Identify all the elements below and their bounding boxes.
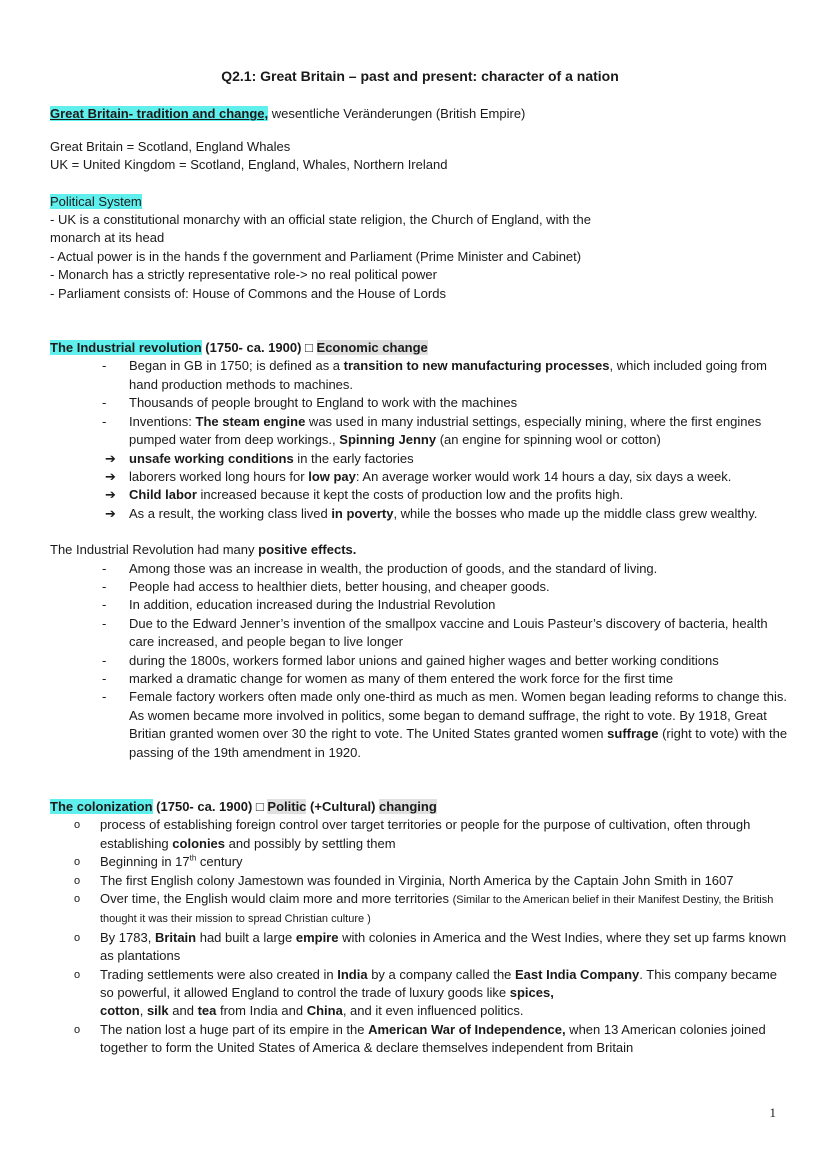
list-item: ➔ As a result, the working class lived in poverty, while the bosses who made up the middle class grew wealthy. xyxy=(50,505,790,523)
list-item: - Female factory workers often made only one-third as much as men. Women began leading reforms to change this. As women became more involved in politics, some began to demand suffrage, the right to vote. By 1918, Great Britian granted women over 30 the right to vote. The United States granted women suffrage (right to vote) with the passing of the 19th amendment in 1920. xyxy=(102,689,788,760)
list-item: o The nation lost a huge part of its empire in the American War of Independence, when 13 American colonies joined together to form the United States of America & declare themselves independent from Britain xyxy=(74,1021,766,1056)
list-item: - People had access to healthier diets, better housing, and cheaper goods. xyxy=(50,578,790,596)
circle-bullet-icon: o xyxy=(74,874,81,887)
circle-bullet-icon: o xyxy=(74,968,81,981)
list-item: o Trading settlements were also created in India by a company called the East India Company. This company became so powerful, it allowed England to control the trade of luxury goods like spices, cotton, silk and tea from India and China, and it even influenced politics. xyxy=(74,966,778,1019)
circle-bullet-icon: o xyxy=(74,819,81,832)
political-line-2: monarch at its head xyxy=(50,230,165,246)
positive-effects-list xyxy=(50,560,790,762)
political-line-5: - Parliament consists of: House of Commons and the House of Lords xyxy=(50,285,446,301)
list-item: - In addition, education increased during the Industrial Revolution xyxy=(50,596,790,614)
arrow-right-icon: ➔ xyxy=(105,468,116,484)
arrow-right-icon: ➔ xyxy=(105,487,116,503)
box-glyph-icon: □ xyxy=(305,340,313,356)
dash-marker: - xyxy=(102,578,107,594)
arrow-right-icon: ➔ xyxy=(105,450,116,466)
list-item: - Began in GB in 1750; is defined as a transition to new manufacturing processes, which included going from hand production methods to machines. xyxy=(102,358,768,392)
industrial-topic: Economic change xyxy=(316,340,428,356)
colonization-heading-line: The colonization (1750- ca. 1900) □ Politic (+Cultural) changing xyxy=(50,799,437,814)
dash-marker: - xyxy=(102,670,107,686)
political-heading-line xyxy=(50,193,790,211)
colonization-topic-2: changing xyxy=(379,799,437,814)
list-item: - Due to the Edward Jenner’s invention of the smallpox vaccine and Louis Pasteur’s discovery of bacteria, health care increased, and people began to live longer xyxy=(102,615,768,650)
list-item: - Among those was an increase in wealth, the production of goods, and the standard of living. xyxy=(50,560,790,578)
industrial-heading-line xyxy=(50,339,790,357)
colonization-list xyxy=(50,816,790,1057)
political-line-4: - Monarch has a strictly representative role-> no real political power xyxy=(50,267,437,283)
list-item: - during the 1800s, workers formed labor unions and gained higher wages and better working conditions xyxy=(50,652,790,670)
dash-marker: - xyxy=(102,652,107,668)
list-item: - marked a dramatic change for women as many of them entered the work force for the first time xyxy=(50,670,790,688)
intro-line-1: Great Britain = Scotland, England Whales xyxy=(50,138,291,154)
intro-line-2: UK = United Kingdom = Scotland, England, Whales, Northern Ireland xyxy=(50,157,448,173)
industrial-arrow-list xyxy=(50,450,790,524)
political-line-1: - UK is a constitutional monarchy with an official state religion, the Church of England, with the xyxy=(50,212,591,228)
industrial-dash-list xyxy=(50,357,790,449)
political-heading: Political System xyxy=(50,193,142,209)
circle-bullet-icon: o xyxy=(74,1023,81,1036)
circle-bullet-icon: o xyxy=(74,931,81,944)
list-item: o process of establishing foreign control over target territories or people for the purpose of cultivation, often through establishing colonies and possibly by settling them xyxy=(74,817,751,851)
page-title: Q2.1: Great Britain – past and present: character of a nation xyxy=(221,68,619,84)
list-item: - Thousands of people brought to England to work with the machines xyxy=(50,394,790,412)
industrial-heading: The Industrial revolution xyxy=(50,340,202,356)
circle-bullet-icon: o xyxy=(74,856,81,869)
dash-marker: - xyxy=(102,689,107,705)
list-item: o Over time, the English would claim more and more territories (Similar to the American belief in their Manifest Destiny, the British thought it was their mission to spread Christian culture ) xyxy=(74,891,774,926)
colonization-topic-1: Politic xyxy=(267,799,307,814)
list-item: o The first English colony Jamestown was founded in Virginia, North America by the Captain John Smith in 1607 xyxy=(50,872,790,890)
dash-marker: - xyxy=(102,615,107,631)
dash-marker: - xyxy=(102,597,107,613)
intro-heading-line xyxy=(50,105,790,123)
intro-heading: Great Britain- tradition and change, xyxy=(50,106,269,122)
list-item: - Inventions: The steam engine was used in many industrial settings, especially mining, where the first engines pumped water from deep workings., Spinning Jenny (an engine for spinning wool or cotton) xyxy=(102,413,762,448)
positive-effects-heading: The Industrial Revolution had many positive effects. xyxy=(50,542,357,558)
list-item: o Beginning in 17th century xyxy=(50,853,790,871)
list-item: ➔ Child labor increased because it kept the costs of production low and the profits high. xyxy=(50,486,790,504)
circle-bullet-icon: o xyxy=(74,893,81,906)
intro-heading-rest: wesentliche Veränderungen (British Empire) xyxy=(268,106,526,122)
industrial-period: (1750- ca. 1900) xyxy=(201,340,306,356)
dash-marker: - xyxy=(102,413,107,429)
colonization-period: (1750- ca. 1900) xyxy=(152,799,256,814)
dash-marker: - xyxy=(102,395,107,411)
box-glyph-icon: □ xyxy=(255,799,264,814)
document-page xyxy=(50,67,790,1058)
list-item: o By 1783, Britain had built a large empire with colonies in America and the West Indies, where they set up farms known as plantations xyxy=(74,929,787,964)
list-item: ➔ laborers worked long hours for low pay: An average worker would work 14 hours a day, six days a week. xyxy=(50,468,790,486)
list-item: ➔ unsafe working conditions in the early factories xyxy=(50,450,790,468)
colonization-heading: The colonization xyxy=(50,799,153,814)
dash-marker: - xyxy=(102,358,107,374)
arrow-right-icon: ➔ xyxy=(105,505,116,521)
dash-marker: - xyxy=(102,560,107,576)
political-line-3: - Actual power is in the hands f the government and Parliament (Prime Minister and Cabinet) xyxy=(50,248,582,264)
page-number: 1 xyxy=(769,1105,776,1120)
